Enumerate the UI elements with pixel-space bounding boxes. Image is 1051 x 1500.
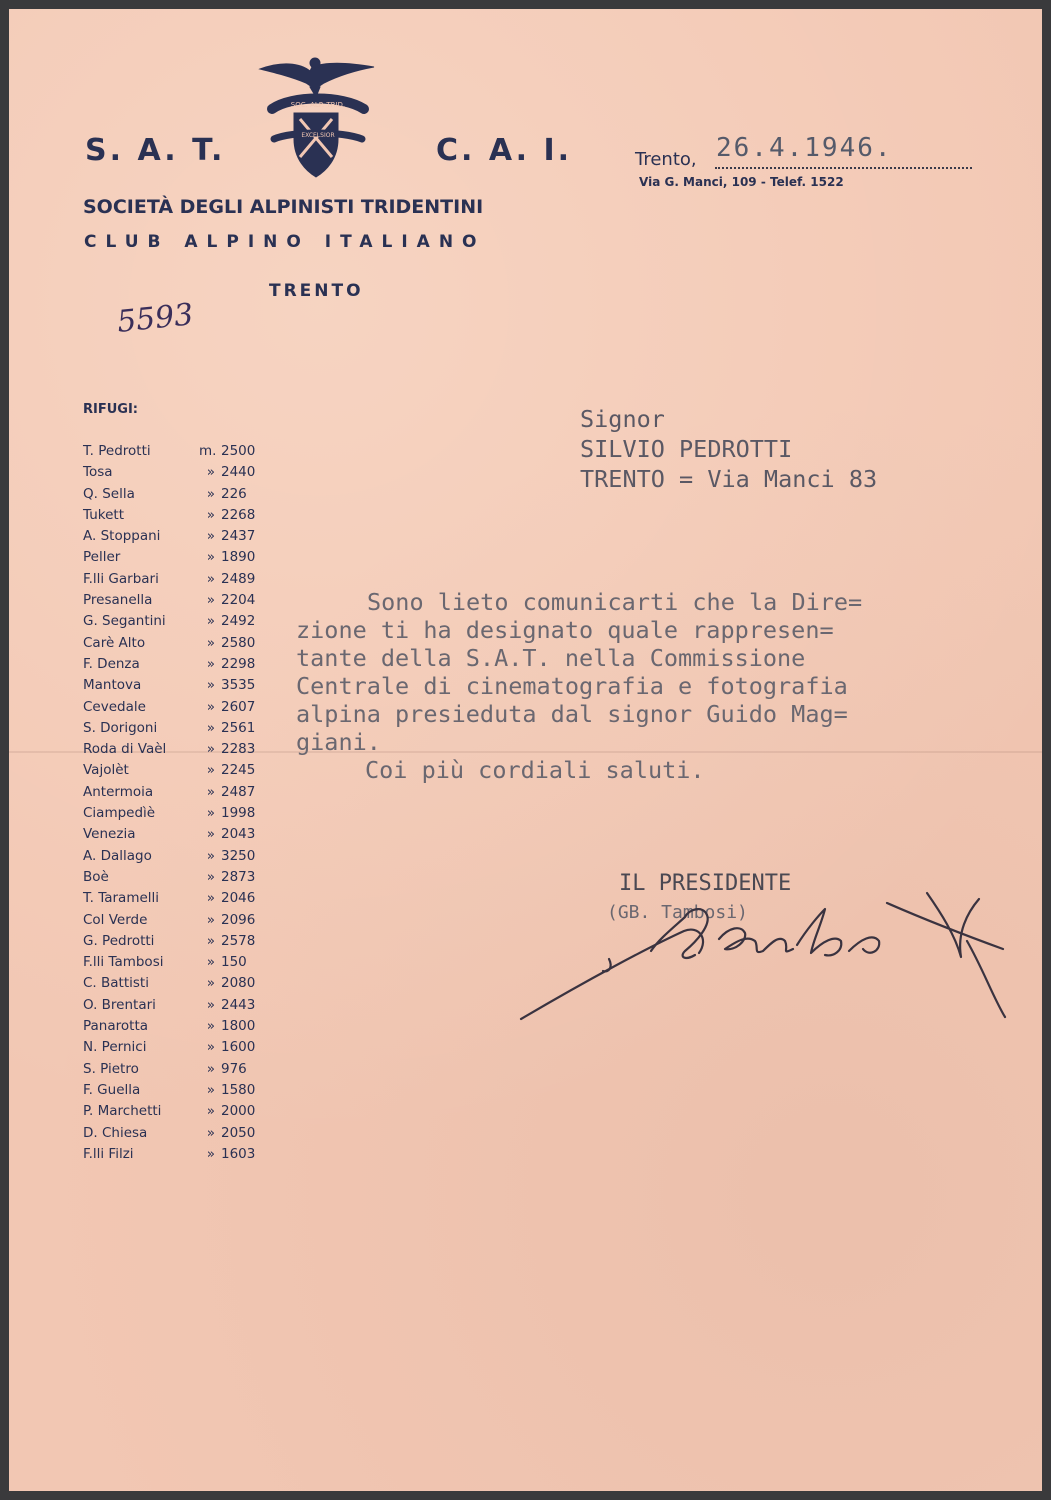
ditto-mark: » bbox=[206, 570, 215, 587]
recipient-address: TRENTO = Via Manci 83 bbox=[580, 465, 878, 493]
ditto-mark: » bbox=[206, 975, 215, 992]
rifugio-name: Presanella bbox=[83, 592, 153, 609]
rifugio-name: D. Chiesa bbox=[83, 1124, 148, 1141]
body-line: Centrale di cinematografia e fotografia bbox=[296, 672, 848, 700]
ditto-mark: » bbox=[206, 1124, 215, 1141]
rifugio-altitude: 2578 bbox=[221, 932, 256, 949]
rifugio-name: A. Stoppani bbox=[83, 528, 161, 545]
altitude-unit: m. bbox=[199, 443, 217, 459]
rifugio-name: Mantova bbox=[83, 677, 142, 694]
rifugio-name: S. Pietro bbox=[83, 1060, 139, 1077]
rifugio-row bbox=[83, 699, 283, 720]
sat-heading: S. A. T. bbox=[85, 133, 226, 168]
rifugio-row bbox=[83, 1061, 283, 1082]
rifugio-row bbox=[83, 805, 283, 826]
rifugio-row bbox=[83, 1146, 283, 1167]
rifugio-altitude: 2440 bbox=[221, 464, 256, 481]
rifugio-row bbox=[83, 528, 283, 549]
rifugio-altitude: 2043 bbox=[221, 826, 256, 843]
letterhead-city: TRENTO bbox=[269, 281, 364, 301]
rifugio-altitude: 1800 bbox=[221, 1018, 256, 1035]
signature-name: (GB. Tambosi) bbox=[607, 902, 748, 923]
rifugio-row bbox=[83, 549, 283, 570]
rifugio-row bbox=[83, 741, 283, 762]
rifugio-altitude: 2580 bbox=[221, 634, 256, 651]
ditto-mark: » bbox=[206, 783, 215, 800]
closing-line: Coi più cordiali saluti. bbox=[365, 756, 705, 784]
rifugio-row bbox=[83, 677, 283, 698]
rifugio-altitude: 2050 bbox=[221, 1124, 256, 1141]
rifugi-heading: RIFUGI: bbox=[83, 402, 138, 417]
ditto-mark: » bbox=[206, 932, 215, 949]
rifugio-altitude: 1600 bbox=[221, 1039, 256, 1056]
rifugio-row bbox=[83, 997, 283, 1018]
rifugio-row bbox=[83, 762, 283, 783]
rifugio-row bbox=[83, 1125, 283, 1146]
ditto-mark: » bbox=[206, 677, 215, 694]
rifugio-altitude: 2443 bbox=[221, 996, 256, 1013]
rifugi-list bbox=[83, 443, 283, 1167]
rifugio-row bbox=[83, 571, 283, 592]
ditto-mark: » bbox=[206, 1018, 215, 1035]
rifugio-row bbox=[83, 954, 283, 975]
rifugio-name: G. Pedrotti bbox=[83, 932, 155, 949]
protocol-number: 5593 bbox=[115, 297, 195, 340]
rifugio-row bbox=[83, 443, 283, 464]
ditto-mark: » bbox=[206, 847, 215, 864]
rifugio-altitude: 2500 bbox=[221, 443, 256, 459]
ditto-mark: » bbox=[206, 911, 215, 928]
ditto-mark: » bbox=[206, 868, 215, 885]
ditto-mark: » bbox=[206, 890, 215, 907]
ditto-mark: » bbox=[206, 634, 215, 651]
rifugio-name: S. Dorigoni bbox=[83, 719, 158, 736]
ditto-mark: » bbox=[206, 805, 215, 822]
rifugio-name: F. Guella bbox=[83, 1081, 141, 1098]
body-line: zione ti ha designato quale rappresen= bbox=[296, 616, 834, 644]
rifugio-row bbox=[83, 464, 283, 485]
rifugio-altitude: 2000 bbox=[221, 1103, 256, 1120]
ditto-mark: » bbox=[206, 1103, 215, 1120]
rifugio-altitude: 1998 bbox=[221, 805, 256, 822]
rifugio-altitude: 2096 bbox=[221, 911, 256, 928]
rifugio-altitude: 226 bbox=[221, 485, 247, 502]
rifugio-row bbox=[83, 613, 283, 634]
ditto-mark: » bbox=[206, 954, 215, 971]
crest-banner: EXCELSIOR bbox=[301, 132, 335, 139]
rifugio-row bbox=[83, 826, 283, 847]
rifugio-altitude: 2607 bbox=[221, 698, 256, 715]
rifugio-name: C. Battisti bbox=[83, 975, 149, 992]
ditto-mark: » bbox=[206, 719, 215, 736]
rifugio-row bbox=[83, 592, 283, 613]
rifugio-altitude: 2283 bbox=[221, 741, 256, 758]
ditto-mark: » bbox=[206, 826, 215, 843]
ditto-mark: » bbox=[206, 506, 215, 523]
place-label: Trento, bbox=[635, 149, 697, 170]
rifugio-altitude: 2489 bbox=[221, 570, 256, 587]
rifugio-name: T. Taramelli bbox=[83, 890, 160, 907]
club-name: CLUB ALPINO ITALIANO bbox=[84, 232, 486, 252]
rifugio-name: N. Pernici bbox=[83, 1039, 147, 1056]
rifugio-altitude: 3535 bbox=[221, 677, 256, 694]
rifugio-row bbox=[83, 975, 283, 996]
ditto-mark: » bbox=[206, 549, 215, 566]
rifugio-name: Tosa bbox=[83, 464, 113, 481]
rifugio-altitude: 2204 bbox=[221, 592, 256, 609]
ditto-mark: » bbox=[206, 762, 215, 779]
rifugio-name: G. Segantini bbox=[83, 613, 166, 630]
ditto-mark: » bbox=[206, 741, 215, 758]
rifugio-altitude: 2492 bbox=[221, 613, 256, 630]
rifugio-altitude: 2046 bbox=[221, 890, 256, 907]
society-name: SOCIETÀ DEGLI ALPINISTI TRIDENTINI bbox=[83, 196, 484, 218]
body-line: giani. bbox=[296, 728, 381, 756]
rifugio-row bbox=[83, 890, 283, 911]
signature-title: IL PRESIDENTE bbox=[619, 871, 792, 896]
rifugio-name: Tukett bbox=[83, 506, 124, 523]
rifugio-row bbox=[83, 507, 283, 528]
rifugio-row bbox=[83, 1082, 283, 1103]
rifugio-altitude: 2245 bbox=[221, 762, 256, 779]
rifugio-altitude: 2437 bbox=[221, 528, 256, 545]
rifugio-name: O. Brentari bbox=[83, 996, 156, 1013]
ditto-mark: » bbox=[206, 1145, 215, 1162]
rifugio-name: T. Pedrotti bbox=[83, 443, 151, 459]
ditto-mark: » bbox=[206, 592, 215, 609]
rifugio-name: Peller bbox=[83, 549, 121, 566]
office-address: Via G. Manci, 109 - Telef. 1522 bbox=[639, 175, 844, 189]
rifugio-name: Boè bbox=[83, 868, 109, 885]
rifugio-name: Antermoia bbox=[83, 783, 154, 800]
letter-date: 26.4.1946. bbox=[716, 133, 893, 163]
rifugio-altitude: 2268 bbox=[221, 506, 256, 523]
rifugio-row bbox=[83, 1018, 283, 1039]
eagle-crest-logo bbox=[252, 47, 382, 182]
cai-heading: C. A. I. bbox=[436, 133, 573, 168]
rifugio-row bbox=[83, 912, 283, 933]
rifugio-altitude: 150 bbox=[221, 954, 247, 971]
rifugio-altitude: 2298 bbox=[221, 655, 256, 672]
rifugio-name: Ciampedìè bbox=[83, 805, 156, 822]
rifugio-altitude: 2080 bbox=[221, 975, 256, 992]
rifugio-row bbox=[83, 635, 283, 656]
rifugio-name: F. Denza bbox=[83, 655, 140, 672]
rifugio-altitude: 1603 bbox=[221, 1145, 256, 1162]
rifugio-altitude: 2561 bbox=[221, 719, 256, 736]
rifugio-row bbox=[83, 720, 283, 741]
rifugio-name: F.lli Tambosi bbox=[83, 954, 164, 971]
handwritten-signature bbox=[509, 869, 1009, 1039]
body-line: Sono lieto comunicarti che la Dire= bbox=[367, 588, 863, 616]
rifugio-row bbox=[83, 486, 283, 507]
ditto-mark: » bbox=[206, 1081, 215, 1098]
ditto-mark: » bbox=[206, 655, 215, 672]
rifugio-name: F.lli Filzi bbox=[83, 1145, 134, 1162]
rifugio-row bbox=[83, 869, 283, 890]
rifugio-name: Q. Sella bbox=[83, 485, 135, 502]
rifugio-name: Panarotta bbox=[83, 1018, 149, 1035]
rifugio-name: F.lli Garbari bbox=[83, 570, 159, 587]
ditto-mark: » bbox=[206, 528, 215, 545]
ditto-mark: » bbox=[206, 485, 215, 502]
ditto-mark: » bbox=[206, 1039, 215, 1056]
ditto-mark: » bbox=[206, 464, 215, 481]
rifugio-row bbox=[83, 1103, 283, 1124]
rifugio-name: Carè Alto bbox=[83, 634, 146, 651]
rifugio-name: Roda di Vaèl bbox=[83, 741, 167, 758]
ditto-mark: » bbox=[206, 698, 215, 715]
rifugio-name: Cevedale bbox=[83, 698, 146, 715]
rifugio-row bbox=[83, 933, 283, 954]
rifugio-altitude: 2873 bbox=[221, 868, 256, 885]
rifugio-altitude: 3250 bbox=[221, 847, 256, 864]
rifugio-row bbox=[83, 656, 283, 677]
crest-motto: SOC. ALP. TRID. bbox=[290, 101, 346, 109]
letter-sheet bbox=[9, 9, 1042, 1491]
rifugio-name: A. Dallago bbox=[83, 847, 152, 864]
ditto-mark: » bbox=[206, 613, 215, 630]
rifugio-row bbox=[83, 784, 283, 805]
ditto-mark: » bbox=[206, 1060, 215, 1077]
rifugio-altitude: 2487 bbox=[221, 783, 256, 800]
body-line: alpina presieduta dal signor Guido Mag= bbox=[296, 700, 848, 728]
rifugio-altitude: 1890 bbox=[221, 549, 256, 566]
rifugio-name: Vajolèt bbox=[83, 762, 129, 779]
rifugio-name: Col Verde bbox=[83, 911, 148, 928]
recipient-salutation: Signor bbox=[580, 405, 665, 433]
rifugio-altitude: 976 bbox=[221, 1060, 247, 1077]
rifugio-altitude: 1580 bbox=[221, 1081, 256, 1098]
rifugio-name: P. Marchetti bbox=[83, 1103, 162, 1120]
ditto-mark: » bbox=[206, 996, 215, 1013]
recipient-name: SILVIO PEDROTTI bbox=[580, 435, 793, 463]
rifugio-row bbox=[83, 1039, 283, 1060]
body-line: tante della S.A.T. nella Commissione bbox=[296, 644, 806, 672]
rifugio-row bbox=[83, 848, 283, 869]
rifugio-name: Venezia bbox=[83, 826, 136, 843]
